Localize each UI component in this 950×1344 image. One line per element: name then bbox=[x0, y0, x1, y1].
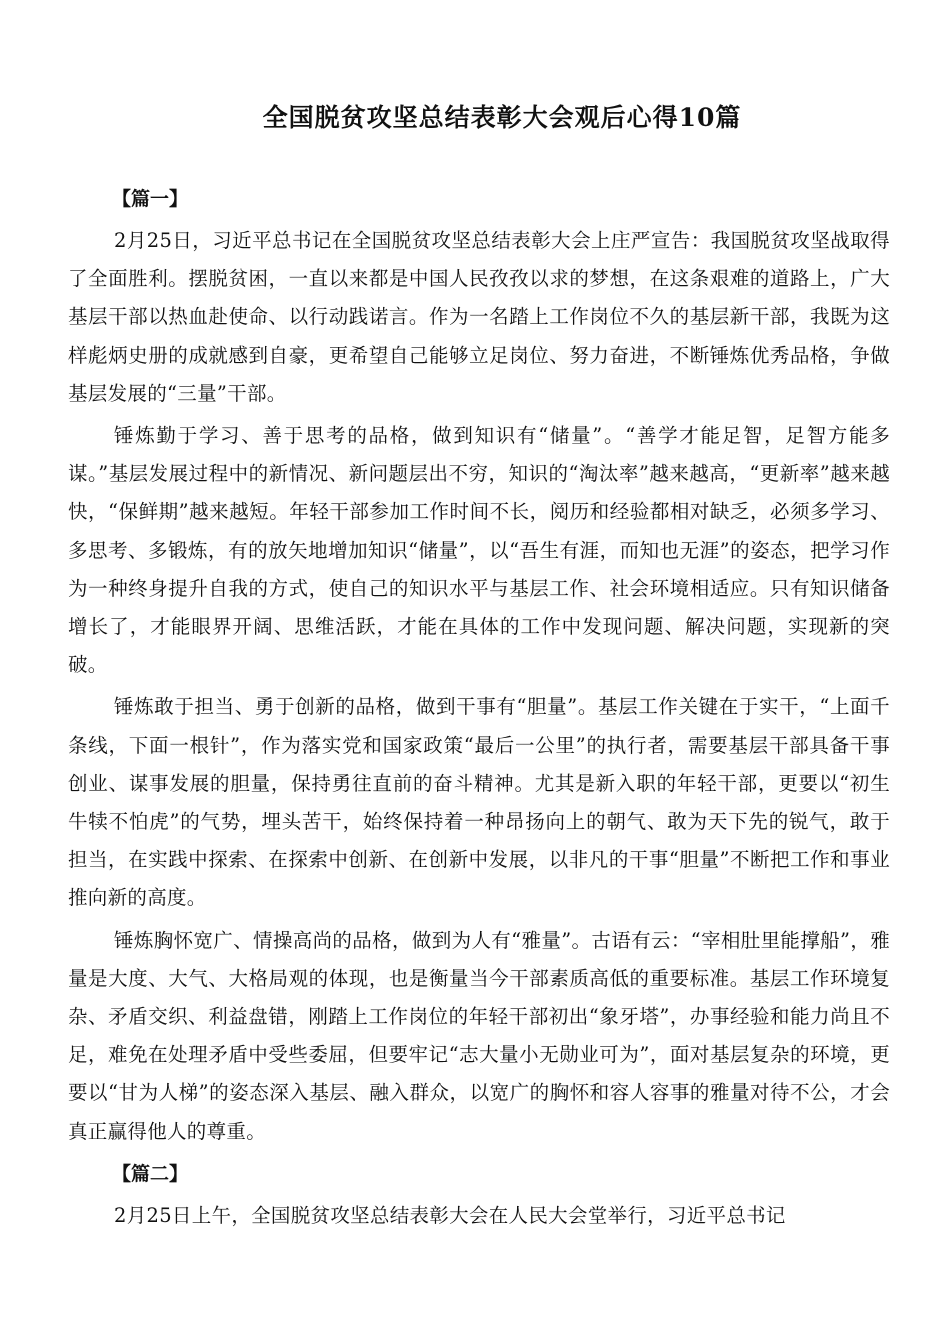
paragraph: 锤炼胸怀宽广、情操高尚的品格，做到为人有“雅量”。古语有云：“宰相肚里能撑船”，雅量是大度、大气、大格局观的体现，也是衡量当今干部素质高低的重要标准。基层工作环境复杂、矛盾交织、利益盘错，刚踏上工作岗位的年轻干部初出“象牙塔”，办事经验和能力尚且不足，难免在处理矛盾中受些委屈，但要牢记“志大量小无勋业可为”，面对基层复杂的环境，更要以“甘为人梯”的姿态深入基层、融入群众，以宽广的胸怀和容人容事的雅量对待不公，才会真正赢得他人的尊重。 bbox=[68, 928, 890, 1143]
paragraph: 2月25日上午，全国脱贫攻坚总结表彰大会在人民大会堂举行，习近平总书记 bbox=[114, 1203, 786, 1227]
document-body bbox=[68, 180, 890, 1239]
section-heading-2: 【篇二】 bbox=[112, 1162, 189, 1185]
paragraph: 2月25日，习近平总书记在全国脱贫攻坚总结表彰大会上庄严宣告：我国脱贫攻坚战取得了全面胜利。摆脱贫困，一直以来都是中国人民孜孜以求的梦想，在这条艰难的道路上，广大基层干部以热血赴使命、以行动践诺言。作为一名踏上工作岗位不久的基层新干部，我既为这样彪炳史册的成就感到自豪，更希望自己能够立足岗位、努力奋进，不断锤炼优秀品格，争做基层发展的“三量”干部。 bbox=[68, 229, 890, 405]
paragraph: 锤炼勤于学习、善于思考的品格，做到知识有“储量”。“善学才能足智，足智方能多谋。”基层发展过程中的新情况、新问题层出不穷，知识的“淘汰率”越来越高，“更新率”越来越快，“保鲜期”越来越短。年轻干部参加工作时间不长，阅历和经验都相对缺乏，必须多学习、多思考、多锻炼，有的放矢地增加知识“储量”，以“吾生有涯，而知也无涯”的姿态，把学习作为一种终身提升自我的方式，使自己的知识水平与基层工作、社会环境相适应。只有知识储备增长了，才能眼界开阔、思维活跃，才能在具体的工作中发现问题、解决问题，实现新的突破。 bbox=[68, 424, 890, 677]
paragraph: 锤炼敢于担当、勇于创新的品格，做到干事有“胆量”。基层工作关键在于实干，“上面千条线，下面一根针”，作为落实党和国家政策“最后一公里”的执行者，需要基层干部具备干事创业、谋事发展的胆量，保持勇往直前的奋斗精神。尤其是新入职的年轻干部，更要以“初生牛犊不怕虎”的气势，埋头苦干，始终保持着一种昂扬向上的朝气、敢为天下先的锐气，敢于担当，在实践中探索、在探索中创新、在创新中发展，以非凡的干事“胆量”不断把工作和事业推向新的高度。 bbox=[68, 695, 890, 910]
section-heading-1: 【篇一】 bbox=[112, 188, 189, 210]
document-title: 全国脱贫攻坚总结表彰大会观后心得10篇 bbox=[262, 103, 742, 132]
